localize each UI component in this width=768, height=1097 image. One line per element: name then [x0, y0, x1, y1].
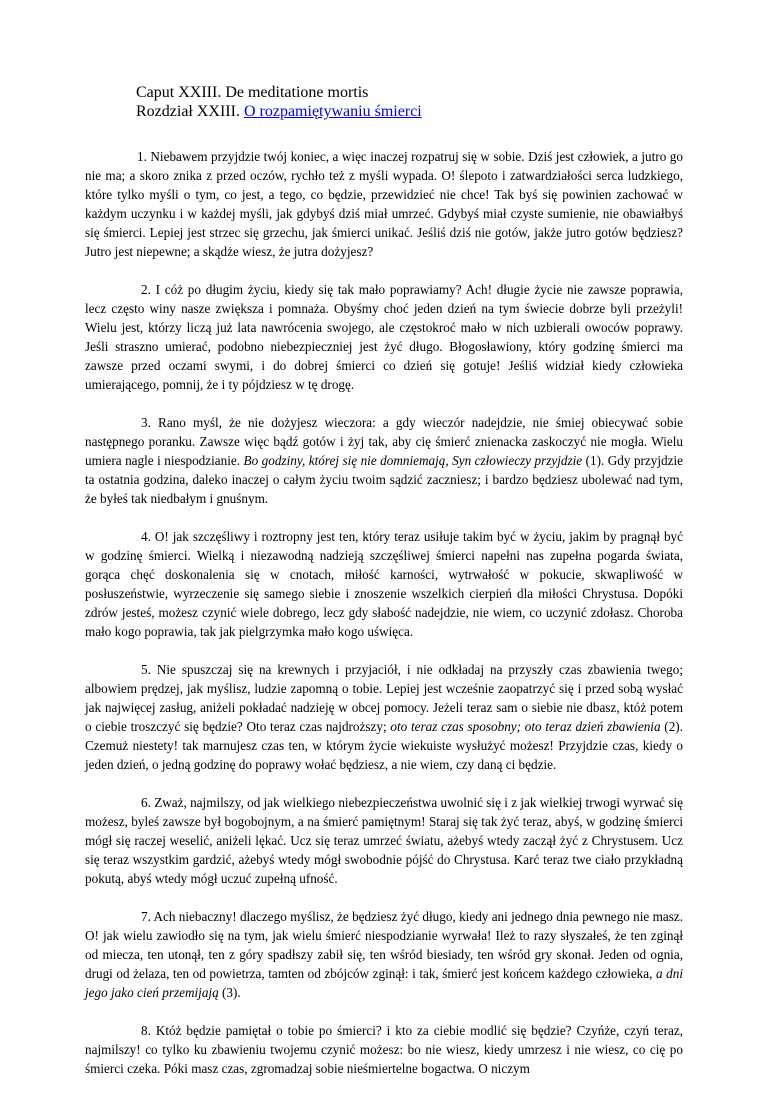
paragraph-1: [85, 147, 683, 261]
scripture-quote: oto teraz czas sposobny; oto teraz dzień zbawienia: [390, 719, 661, 734]
paragraph-4: [85, 527, 683, 641]
paragraph-text: 2. I cóż po długim życiu, kiedy się tak mało poprawiamy? Ach! długie życie nie zawsze poprawia, lecz często winy nasze zwiększa i pomnaża. Obyśmy choć jeden dzień na tym świecie dobrze byli przeżyli! Wielu jest, którzy liczą już lata nawrócenia swojego, ale częstokroć mało w nich uzbierali owoców poprawy. Jeśli straszno umierać, podobno niebezpieczniej jest żyć długo. Błogosławiony, który godzinę śmierci ma zawsze przed oczami swymi, i do dobrej śmierci co dzień się gotuje! Jeśliś widział kiedy człowieka umierającego, pomnij, że i ty pójdziesz w tę drogę.: [85, 282, 683, 392]
paragraph-8: [85, 1021, 683, 1078]
chapter-heading: [136, 83, 422, 121]
paragraph-6: [85, 793, 683, 888]
scripture-quote: a dni jego jako cień przemijają: [85, 966, 683, 1000]
paragraph-7: [85, 907, 683, 1002]
paragraph-text: 7. Ach niebaczny! dlaczego myślisz, że będziesz żyć długo, kiedy ani jednego dnia pewnego nie masz. O! jak wielu zawiodło się na tym, jak wielu śmierć niespodzianie wyrwała! Ileż to razy słyszałeś, że ten zginął od miecza, ten utonął, ten z góry spadłszy zabił się, ten wśród biesiady, ten wśród gry skonał. Jeden od ognia, drugi od żelaza, ten od powietrza, tamten od zbójców zginął: i tak, śmierć jest końcem każdego człowieka,: [85, 909, 683, 981]
paragraph-5: [85, 660, 683, 774]
paragraph-text: 4. O! jak szczęśliwy i roztropny jest ten, który teraz usiłuje takim być w życiu, jakim by pragnął być w godzinę śmierci. Wielką i niezawodną nadzieją szczęśliwej śmierci napełni nas zupełna pogarda świata, gorąca chęć doskonalenia się w cnotach, miłość karności, wytrwałość w pokucie, skwapliwość w posłuszeństwie, wyrzeczenie się samego siebie i znoszenie wszelkich cierpień dla miłości Chrystusa. Dopóki zdrów jesteś, możesz czynić wiele dobrego, lecz gdy słabość nadejdzie, nie wiem, co uczynić zdołasz. Choroba mało kogo poprawia, tak jak pielgrzymka mało kogo uświęca.: [85, 529, 683, 639]
paragraph-2: [85, 280, 683, 394]
paragraph-text: 8. Któż będzie pamiętał o tobie po śmierci? i kto za ciebie modlić się będzie? Czyńże, czyń teraz, najmilszy! co tylko ku zbawieniu twojemu czynić możesz: bo nie wiesz, kiedy umrzesz i nie wiesz, co cię po śmierci czeka. Póki masz czas, zgromadzaj sobie nieśmiertelne bogactwa. O niczym: [85, 1023, 683, 1076]
paragraph-text: 6. Zważ, najmilszy, od jak wielkiego niebezpieczeństwa uwolnić się i z jak wielkiej trwogi wyrwać się możesz, byleś zawsze był bogobojnym, a na śmierć pamiętnym! Staraj się tak żyć teraz, abyś, w godzinę śmierci mógł się raczej weselić, aniżeli lękać. Ucz się teraz umrzeć światu, ażebyś wtedy zaczął żyć z Chrystusem. Ucz się teraz wszystkim gardzić, ażebyś wtedy mógł swobodnie pójść do Chrystusa. Karć teraz twe ciało przykładną pokutą, abyś wtedy mógł uczuć zupełną ufność.: [85, 795, 683, 886]
polish-title: [136, 102, 422, 121]
paragraph-text: 3. Rano myśl, że nie dożyjesz wieczora: a gdy wieczór nadejdzie, nie śmiej obiecywać sobie następnego poranku. Zawsze więc bądź gotów i żyj tak, aby cię śmierć znienacka zaskoczyć nie mogła. Wielu umiera nagle i niespodzianie.: [85, 415, 683, 468]
latin-title: Caput XXIII. De meditatione mortis: [136, 84, 369, 101]
scripture-quote: Bo godziny, której się nie domniemają, Syn człowieczy przyjdzie: [243, 453, 583, 468]
paragraph-text: (3).: [218, 985, 241, 1000]
paragraph-text: 1. Niebawem przyjdzie twój koniec, a więc inaczej rozpatruj się w sobie. Dziś jest człowiek, a jutro go nie ma; a skoro znika z przed oczów, rychło też z myśli wypada. O! ślepoto i zatwardziałości serca ludzkiego, które tylko myśli o tym, co jest, a tego, co będzie, przewidzieć nie chce! Tak byś się powinien zachować w każdym uczynku i w każdej myśli, jak gdybyś dziś miał umrzeć. Gdybyś miał czyste sumienie, nie obawiałbyś się śmierci. Lepiej jest strzec się grzechu, jak śmierci unikać. Jeśliś dziś nie gotów, jakże jutro gotów będziesz? Jutro jest niepewne; a skądże wiesz, że jutra dożyjesz?: [85, 149, 683, 259]
paragraph-3: [85, 413, 683, 508]
paragraph-text: 5. Nie spuszczaj się na krewnych i przyjaciół, i nie odkładaj na przyszły czas zbawienia twego; albowiem prędzej, jak myślisz, ludzie zapomną o tobie. Lepiej jest wcześnie zaopatrzyć się i przed sobą wysłać jak najwięcej zasług, aniżeli pokładać nadzieję w obcej pomocy. Jeżeli teraz sam o siebie nie dbasz, któż potem o ciebie troszczyć się będzie? Oto teraz czas najdroższy;: [85, 662, 683, 734]
paragraph-text: (2). Czemuż niestety! tak marnujesz czas ten, w którym życie wiekuiste wysłużyć możesz! Przyjdzie czas, kiedy o jeden dzień, o jedną godzinę do poprawy wołać będziesz, a nie wiem, czy daną ci będzie.: [85, 719, 683, 772]
paragraph-text: (1). Gdy przyjdzie ta ostatnia godzina, daleko inaczej o całym życiu twoim sądzić zaczniesz; i bardzo będziesz ubolewać nad tym, że byłeś tak niedbałym i gnuśnym.: [85, 453, 684, 506]
chapter-body: [85, 147, 683, 1097]
polish-title-link[interactable]: O rozpamiętywaniu śmierci: [243, 103, 422, 120]
polish-title-prefix: Rozdział XXIII.: [136, 103, 244, 120]
